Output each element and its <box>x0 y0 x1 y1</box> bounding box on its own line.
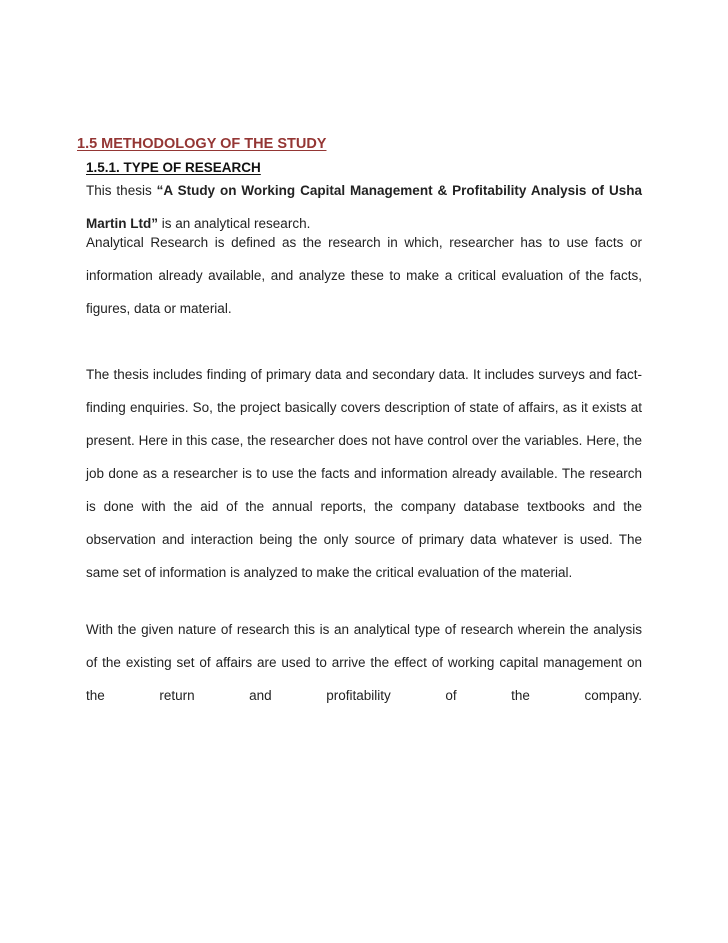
paragraph-analytical-definition <box>86 226 642 325</box>
section-heading: 1.5 METHODOLOGY OF THE STUDY <box>77 136 327 152</box>
paragraph-suffix: is an analytical research. <box>158 216 311 231</box>
paragraph-data-collection <box>86 358 642 589</box>
paragraph-text: Analytical Research is defined as the research in which, researcher has to use facts or information already available, and analyze these to make a critical evaluation of the facts, figures, data or material. <box>86 235 642 316</box>
subsection-heading: 1.5.1. TYPE OF RESEARCH <box>86 160 261 175</box>
paragraph-text: The thesis includes finding of primary data and secondary data. It includes surveys and fact-finding enquiries. So, the project basically covers description of state of affairs, as it exists at present. Here in this case, the researcher does not have control over the variables. Here, the job done as a researcher is to use the facts and information already available. The research is done with the aid of the annual reports, the company database textbooks and the observation and interaction being the only source of primary data whatever is used. The same set of information is analyzed to make the critical evaluation of the material. <box>86 367 642 580</box>
paragraph-prefix: This thesis <box>86 183 157 198</box>
paragraph-research-nature <box>86 613 642 712</box>
paragraph-text: With the given nature of research this is an analytical type of research wherein the analysis of the existing set of affairs are used to arrive the effect of working capital management on the return and profitability of the company. <box>86 622 642 703</box>
thesis-title: “A Study on Working Capital Management & Profitability Analysis of Usha Martin Ltd” <box>86 183 642 231</box>
